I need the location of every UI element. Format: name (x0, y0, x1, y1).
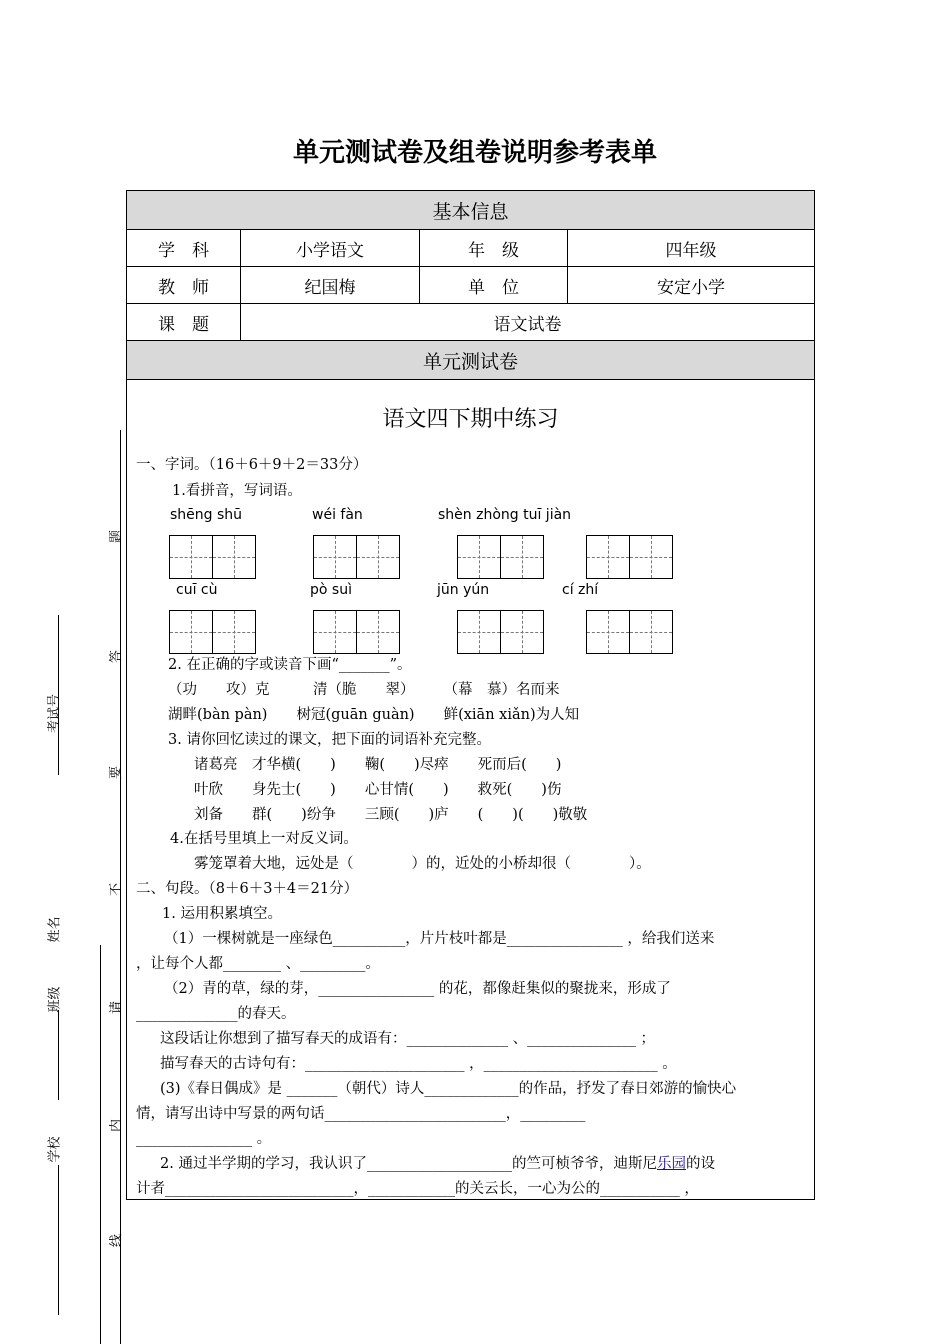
pinyin-2: wéi fàn (312, 507, 363, 523)
char-box[interactable] (313, 610, 401, 654)
s1-text: 1. 运用积累填空。 (162, 906, 282, 922)
q4-line: 雾笼罩着大地，远处是（ ）的，近处的小桥却很（ ）。 (194, 856, 651, 872)
s1-e2: 情，请写出诗中写景的两句话_________________________，_________ (136, 1106, 586, 1122)
seal-char: 请 (109, 1000, 125, 1015)
s1-a2: ，让每个人都________ 、_________。 (136, 956, 380, 972)
info-header: 基本信息 (127, 191, 815, 230)
q4-text: 4.在括号里填上一对反义词。 (170, 831, 358, 847)
q2-line1: （功 攻）克 清（脆 翠） （幕 慕）名而来 (168, 682, 560, 698)
s2-pre: 2. 通过半学期的学习，我认识了____________________的竺可桢爷爷，迪斯尼 (160, 1156, 657, 1172)
exam-title: 语文四下期中练习 (382, 407, 559, 432)
pinyin-5: pò suì (310, 582, 352, 598)
q3-line3: 刘备 群( )纷争 三顾( )庐 ( )( )敬敬 (194, 807, 588, 823)
class-label: 班级 (47, 986, 63, 1013)
char-box[interactable] (169, 610, 257, 654)
char-box[interactable] (586, 535, 674, 579)
s1-b2: ______________的春天。 (136, 1006, 296, 1022)
s2-post: 的设 (685, 1156, 715, 1172)
binding-line-inner (100, 945, 101, 1344)
doc-title: 单元测试卷及组卷说明参考表单 (292, 138, 657, 168)
seal-char: 要 (109, 765, 125, 780)
seal-char: 题 (109, 529, 125, 544)
pinyin-7: cí zhí (562, 582, 599, 598)
s1-d: 描写春天的古诗句有：______________________ ，________________________ 。 (160, 1056, 677, 1072)
topic-value: 语文试卷 (241, 304, 815, 341)
seal-char: 线 (109, 1233, 125, 1248)
subject-label: 学 科 (127, 230, 241, 267)
char-box[interactable] (586, 610, 674, 654)
paradise-link[interactable]: 乐园 (656, 1156, 686, 1172)
s1-c: 这段话让你想到了描写春天的成语有：______________ 、_______________ ； (160, 1031, 655, 1047)
teacher-value: 纪国梅 (241, 267, 420, 304)
pinyin-6: jūn yún (437, 582, 490, 598)
q3-line2: 叶欣 身先士( ) 心甘情( ) 救死( )伤 (194, 782, 562, 798)
school-label: 学校 (47, 1136, 63, 1163)
info-table (126, 190, 815, 380)
pinyin-1: shēng shū (170, 507, 243, 523)
s2-line2: 计者__________________________，____________的关云长，一心为公的___________ ， (136, 1181, 699, 1197)
seal-char: 内 (109, 1118, 125, 1133)
pinyin-3: shèn zhòng tuī jiàn (438, 507, 572, 523)
teacher-label: 教 师 (127, 267, 241, 304)
student-name-label: 姓名 (47, 916, 63, 943)
exam-number-line (58, 615, 59, 775)
s2-line1 (160, 1154, 715, 1174)
char-box[interactable] (313, 535, 401, 579)
pinyin-4: cuī cù (176, 582, 218, 598)
exam-number-label: 考试号 (47, 693, 63, 734)
q1-text: 1.看拼音，写词语。 (172, 483, 302, 499)
unit-value: 安定小学 (568, 267, 815, 304)
unit-label: 单 位 (420, 267, 568, 304)
s1-e: (3)《春日偶成》是 _______（朝代）诗人_____________的作品，抒发了春日郊游的愉快心 (160, 1081, 737, 1097)
grade-label: 年 级 (420, 230, 568, 267)
seal-char: 答 (109, 649, 125, 664)
q2-text: 2. 在正确的字或读音下画“_______”。 (168, 657, 412, 673)
seal-char: 不 (109, 882, 125, 897)
q2-line2: 湖畔(bàn pàn) 树冠(guān guàn) 鲜(xiān xiǎn)为人知 (168, 707, 580, 723)
s1-e3: ________________ 。 (136, 1131, 272, 1147)
s1-b: （2）青的草，绿的芽，________________ 的花，都像赶集似的聚拢来，形成了 (164, 981, 671, 997)
topic-label: 课 题 (127, 304, 241, 341)
subject-value: 小学语文 (241, 230, 420, 267)
char-box[interactable] (169, 535, 257, 579)
class-line (58, 1010, 59, 1100)
q3-line1: 诸葛亮 才华横( ) 鞠( )尽瘁 死而后( ) (194, 757, 562, 773)
char-box[interactable] (457, 610, 545, 654)
grade-value: 四年级 (568, 230, 815, 267)
section-header: 单元测试卷 (127, 341, 815, 380)
part2-heading: 二、句段。（8＋6＋3＋4＝21分） (136, 881, 359, 897)
part1-heading: 一、字词。（16＋6＋9＋2＝33分） (136, 457, 368, 473)
s1-a: （1）一棵树就是一座绿色__________，片片枝叶都是________________ ，给我们送来 (164, 931, 715, 947)
school-line (58, 1165, 59, 1315)
char-box[interactable] (457, 535, 545, 579)
q3-text: 3. 请你回忆读过的课文，把下面的词语补充完整。 (168, 732, 491, 748)
